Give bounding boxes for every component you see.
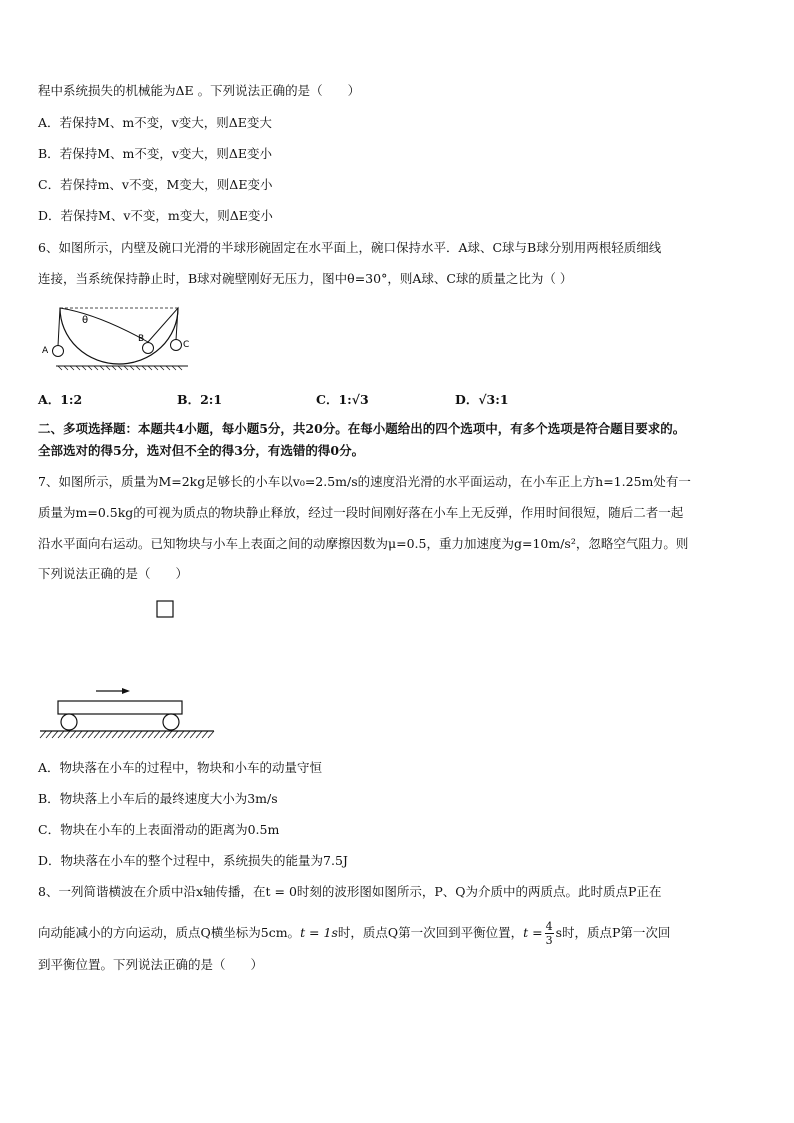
cart xyxy=(58,701,182,714)
option-letter: B． xyxy=(177,392,201,407)
option-letter: A． xyxy=(38,115,60,130)
fraction-numerator: 4 xyxy=(545,920,553,933)
option-text: √3:1 xyxy=(478,392,509,407)
ground-hatch xyxy=(40,731,214,738)
velocity-arrow-icon xyxy=(96,688,130,694)
q8-line2-part2: 时，质点Q第一次回到平衡位置， xyxy=(337,925,524,940)
q8-line2-part3: s时，质点P第一次回 xyxy=(555,925,671,940)
wheel-left xyxy=(61,714,77,730)
q7-option-d xyxy=(38,853,348,869)
q5-option-b xyxy=(38,146,272,162)
option-text: 物块在小车的上表面滑动的距离为0.5m xyxy=(60,822,280,837)
q8-time-label: t = xyxy=(523,925,543,940)
q7-option-a xyxy=(38,760,322,776)
option-letter: C． xyxy=(38,822,61,837)
option-letter: C． xyxy=(38,177,61,192)
q8-line2 xyxy=(38,920,670,947)
ground-hatch xyxy=(58,366,182,370)
q6-option-d xyxy=(455,390,509,408)
option-text: 物块落在小车的整个过程中，系统损失的能量为7.5J xyxy=(60,853,348,868)
q5-option-d xyxy=(38,208,273,224)
option-letter: D． xyxy=(38,853,61,868)
option-text: 若保持m、v不变，M变大，则ΔE变小 xyxy=(60,177,273,192)
q7-option-c xyxy=(38,822,279,838)
q7-line3: 沿水平面向右运动。已知物块与小车上表面之间的动摩擦因数为μ=0.5，重力加速度为g=10m/s²，忽略空气阻力。则 xyxy=(38,536,689,551)
option-text: 2:1 xyxy=(200,392,223,407)
q7-option-b xyxy=(38,791,278,807)
q8-line2-part1: 向动能减小的方向运动，质点Q横坐标为5cm。 xyxy=(38,925,301,940)
bowl xyxy=(60,308,178,364)
label-a: A xyxy=(42,346,49,356)
q6-bowl-figure xyxy=(38,300,198,375)
option-letter: D． xyxy=(38,208,61,223)
option-text: 若保持M、m不变，v变大，则ΔE变小 xyxy=(59,146,273,161)
q5-option-c xyxy=(38,177,272,193)
string-b-c xyxy=(148,308,178,342)
q8-line3: 到平衡位置。下列说法正确的是（ ） xyxy=(38,957,264,972)
option-letter: B． xyxy=(38,146,60,161)
option-letter: B． xyxy=(38,791,60,806)
section-2-line2: 全部选对的得5分，选对但不全的得3分，有选错的得0分。 xyxy=(38,443,365,458)
q8-fraction xyxy=(545,920,554,947)
q6-option-c xyxy=(316,390,369,408)
q6-line2: 连接，当系统保持静止时，B球对碗壁刚好无压力，图中θ=30°，则A球、C球的质量之比为（ ） xyxy=(38,271,573,286)
option-text: 若保持M、m不变，v变大，则ΔE变大 xyxy=(59,115,272,130)
option-text: 1:√3 xyxy=(338,392,369,407)
option-letter: A． xyxy=(38,392,61,407)
section-2-line1: 二、多项选择题：本题共4小题，每小题5分，共20分。在每小题给出的四个选项中，有多个选项是符合题目要求的。 xyxy=(38,421,686,436)
option-text: 1:2 xyxy=(60,392,83,407)
q7-cart-figure xyxy=(38,595,218,745)
option-letter: A． xyxy=(38,760,60,775)
q5-tail: 程中系统损失的机械能为ΔE 。下列说法正确的是（ ） xyxy=(38,83,361,98)
ball-a xyxy=(53,346,64,357)
q7-line2: 质量为m=0.5kg的可视为质点的物块静止释放，经过一段时间刚好落在小车上无反弹，作用时间很短，随后二者一起 xyxy=(38,505,684,520)
label-b: B xyxy=(138,334,145,344)
string-a-b xyxy=(58,308,148,346)
option-letter: D． xyxy=(455,392,479,407)
wheel-right xyxy=(163,714,179,730)
option-text: 物块落在小车的过程中，物块和小车的动量守恒 xyxy=(59,760,323,775)
q6-option-a xyxy=(38,390,82,408)
option-text: 若保持M、v不变，m变大，则ΔE变小 xyxy=(60,208,273,223)
q8-time-1: t = 1s xyxy=(300,925,338,940)
label-c: C xyxy=(183,340,190,350)
q5-option-a xyxy=(38,115,272,131)
q7-line1: 7、如图所示，质量为M=2kg足够长的小车以v₀=2.5m/s的速度沿光滑的水平面运动，在小车正上方h=1.25m处有一 xyxy=(38,474,691,489)
block xyxy=(157,601,173,617)
label-theta: θ xyxy=(82,315,89,326)
q6-option-b xyxy=(177,390,222,408)
q8-line1: 8、一列简谐横波在介质中沿x轴传播，在t = 0时刻的波形图如图所示，P、Q为介质中的两质点。此时质点P正在 xyxy=(38,884,662,899)
option-letter: C． xyxy=(316,392,339,407)
ball-c xyxy=(171,340,182,351)
ball-b xyxy=(143,343,154,354)
q6-line1: 6、如图所示，内壁及碗口光滑的半球形碗固定在水平面上，碗口保持水平．A球、C球与B球分别用两根轻质细线 xyxy=(38,240,662,255)
option-text: 物块落上小车后的最终速度大小为3m/s xyxy=(59,791,278,806)
q7-line4: 下列说法正确的是（ ） xyxy=(38,566,189,581)
fraction-denominator: 3 xyxy=(545,934,553,947)
